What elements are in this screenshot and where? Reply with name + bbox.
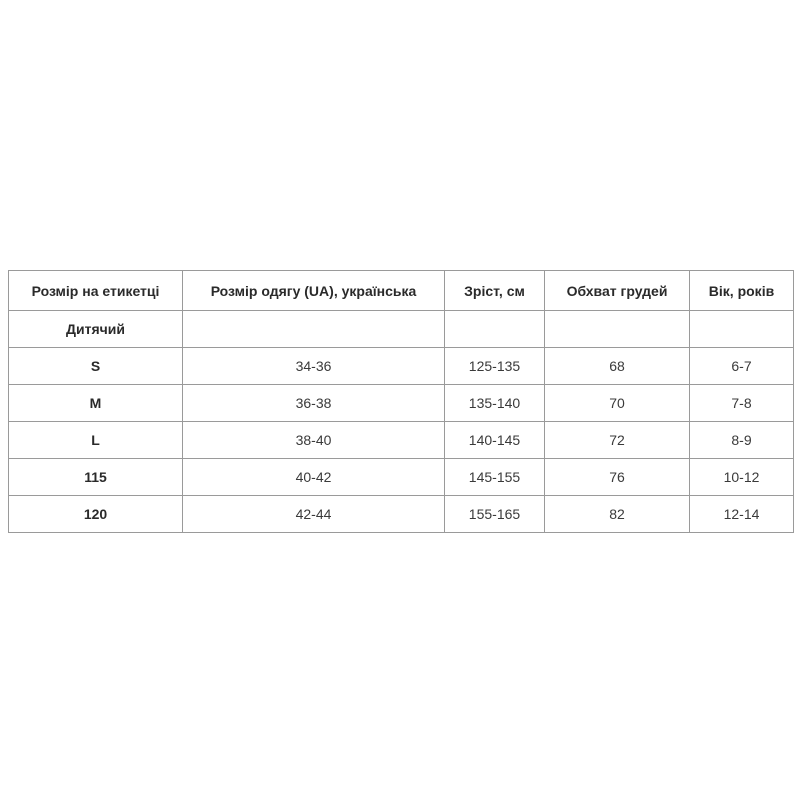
clothing-size-cell: 36-38	[183, 385, 445, 422]
empty-cell	[690, 311, 794, 348]
table-row	[9, 459, 794, 496]
clothing-size-cell: 34-36	[183, 348, 445, 385]
category-row	[9, 311, 794, 348]
chest-cell: 76	[545, 459, 690, 496]
table-header-row	[9, 271, 794, 311]
height-cell: 155-165	[445, 496, 545, 533]
header-label-size: Розмір на етикетці	[9, 271, 183, 311]
table-row	[9, 385, 794, 422]
clothing-size-cell: 40-42	[183, 459, 445, 496]
empty-cell	[545, 311, 690, 348]
label-size-cell: 120	[9, 496, 183, 533]
age-cell: 8-9	[690, 422, 794, 459]
height-cell: 135-140	[445, 385, 545, 422]
age-cell: 12-14	[690, 496, 794, 533]
label-size-cell: 115	[9, 459, 183, 496]
age-cell: 10-12	[690, 459, 794, 496]
height-cell: 145-155	[445, 459, 545, 496]
table-row	[9, 422, 794, 459]
empty-cell	[183, 311, 445, 348]
category-label: Дитячий	[9, 311, 183, 348]
header-age: Вік, років	[690, 271, 794, 311]
age-cell: 7-8	[690, 385, 794, 422]
label-size-cell: L	[9, 422, 183, 459]
size-chart-table	[8, 270, 794, 533]
table-row	[9, 496, 794, 533]
table-row	[9, 348, 794, 385]
empty-cell	[445, 311, 545, 348]
label-size-cell: S	[9, 348, 183, 385]
label-size-cell: M	[9, 385, 183, 422]
chest-cell: 70	[545, 385, 690, 422]
chest-cell: 72	[545, 422, 690, 459]
clothing-size-cell: 42-44	[183, 496, 445, 533]
height-cell: 125-135	[445, 348, 545, 385]
chest-cell: 82	[545, 496, 690, 533]
header-chest: Обхват грудей	[545, 271, 690, 311]
height-cell: 140-145	[445, 422, 545, 459]
header-height: Зріст, см	[445, 271, 545, 311]
header-clothing-size-ua: Розмір одягу (UA), українська	[183, 271, 445, 311]
chest-cell: 68	[545, 348, 690, 385]
clothing-size-cell: 38-40	[183, 422, 445, 459]
age-cell: 6-7	[690, 348, 794, 385]
